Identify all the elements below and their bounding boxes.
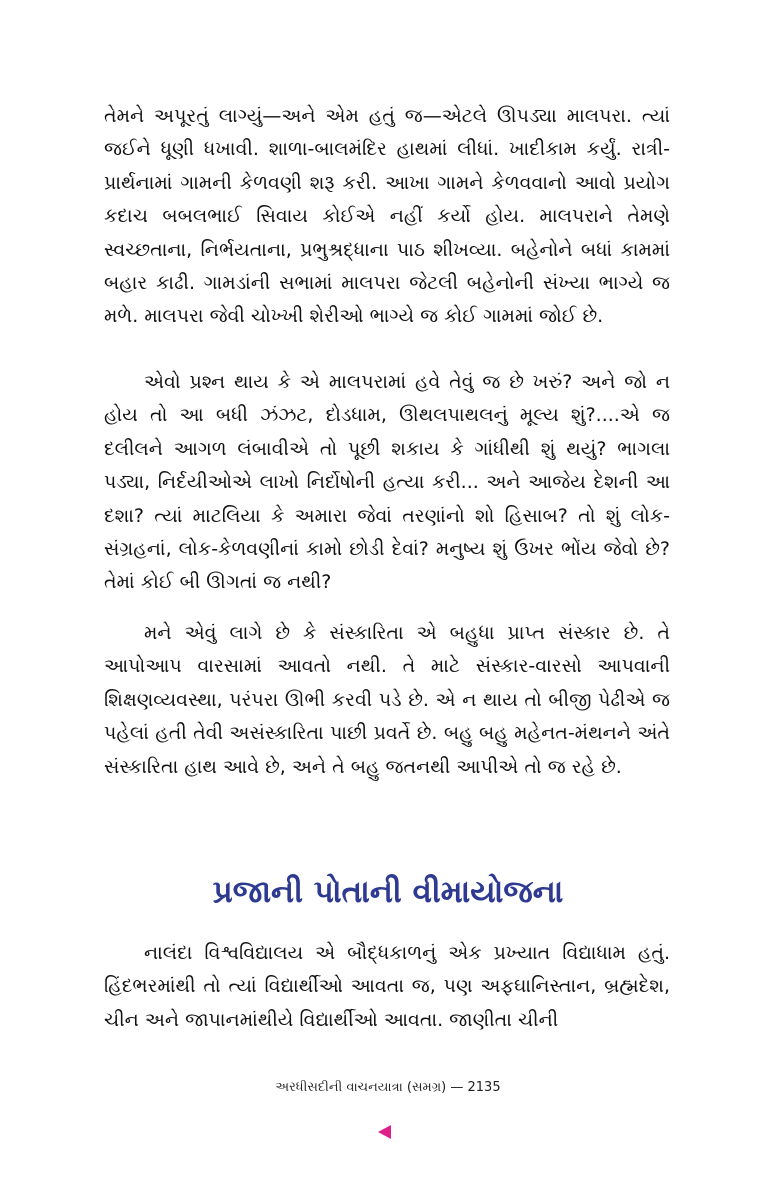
- paragraph-3: મને એવું લાગે છે કે સંસ્કારિતા એ બહુધા પ્રાપ્ત સંસ્કાર છે. તે આપોઆપ વારસામાં આવતો નથી. તે માટે સંસ્કાર-વારસો આપવાની શિક્ષણવ્યવસ્થા, પરંપરા ઊભી કરવી પડે છે. એ ન થાય તો બીજી પેઢીએ જ પહેલાં હતી તેવી અસંસ્કારિતા પાછી પ્રવર્તે છે. બહુ બહુ મહેનત-મંથનને અંતે સંસ્કારિતા હાથ આવે છે, અને તે બહુ જતનથી આપીએ તો જ રહે છે.: [104, 622, 670, 778]
- paragraph-4: નાલંદા વિશ્વવિદ્યાલય એ બૌદ્ધકાળનું એક પ્રખ્યાત વિદ્યાધામ હતું. હિંદભરમાંથી તો ત્યાં વિદ્યાર્થીઓ આવતા જ, પણ અફઘાનિસ્તાન, બ્રહ્મદેશ, ચીન અને જાપાનમાંથીયે વિદ્યાર્થીઓ આવતા. જાણીતા ચીની: [104, 942, 670, 1031]
- previous-page-arrow-icon[interactable]: [378, 1125, 391, 1139]
- footer-page-number: 2135: [467, 1080, 501, 1095]
- footer-separator: —: [450, 1080, 464, 1095]
- page-footer: [0, 1080, 776, 1095]
- footer-book-title: અરધીસદીની વાચનયાત્રા (સમગ્ર): [275, 1080, 447, 1095]
- paragraph-2: એવો પ્રશ્ન થાય કે એ માલપરામાં હવે તેવું જ છે ખરું? અને જો ન હોય તો આ બધી ઝંઝટ, દોડધામ, ઊથલપાથલનું મૂલ્ય શું?....એ જ દલીલને આગળ લંબાવીએ તો પૂછી શકાય કે ગાંધીથી શું થયું? ભાગલા પડ્યા, નિર્દયીઓએ લાખો નિર્દોષોની હત્યા કરી... અને આજેય દેશની આ દશા? ત્યાં માટલિયા કે અમારા જેવાં તરણાંનો શો હિસાબ? તો શું લોક-સંગ્રહનાં, લોક-કેળવણીનાં કામો છોડી દેવાં? મનુષ્ય શું ઉખર ભોંય જેવો છે? તેમાં કોઈ બી ઊગતાં જ નથી?: [104, 371, 670, 594]
- paragraph-1: તેમને અપૂરતું લાગ્યું—અને એમ હતું જ—એટલે ઊપડ્યા માલપરા. ત્યાં જઈને ધૂણી ધખાવી. શાળા-બાલમંદિર હાથમાં લીધાં. ખાદીકામ કર્યું. રાત્રી-પ્રાર્થનામાં ગામની કેળવણી શરૂ કરી. આખા ગામને કેળવવાનો આવો પ્રયોગ કદાચ બબલભાઈ સિવાય કોઈએ નહીં કર્યો હોય. માલપરાને તેમણે સ્વચ્છતાના, નિર્ભયતાના, પ્રભુશ્રદ્ધાના પાઠ શીખવ્યા. બહેનોને બધાં કામમાં બહાર કાઢી. ગામડાંની સભામાં માલપરા જેટલી બહેનોની સંખ્યા ભાગ્યે જ મળે. માલપરા જેવી ચોખ્ખી શેરીઓ ભાગ્યે જ કોઈ ગામમાં જોઈ છે.: [104, 105, 670, 328]
- section-heading: પ્રજાની પોતાની વીમાયોજના: [212, 874, 564, 910]
